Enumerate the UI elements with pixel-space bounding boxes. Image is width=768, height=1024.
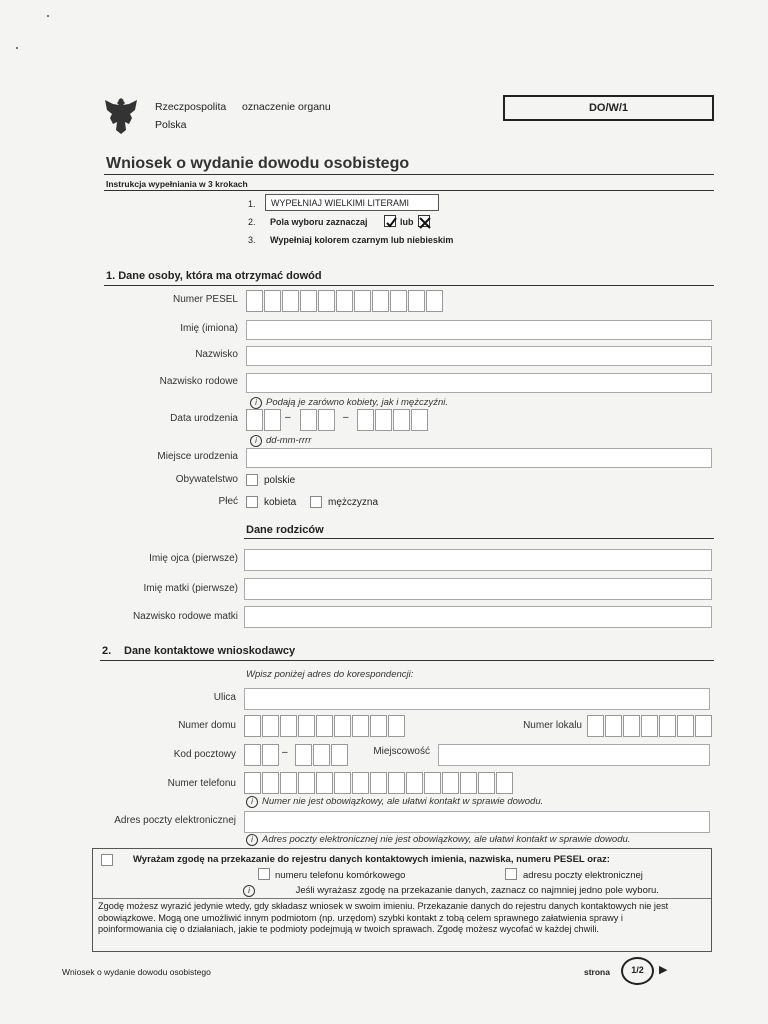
email-field[interactable] (244, 811, 710, 833)
birth-place-label: Miejsce urodzenia (157, 451, 238, 462)
family-name-hint (250, 397, 448, 409)
instructions-rule (104, 190, 714, 191)
next-page-icon[interactable]: ▶ (659, 964, 668, 976)
parents-heading: Dane rodziców (246, 524, 324, 536)
sex-female-label: kobieta (264, 497, 297, 508)
sex-female-checkbox[interactable] (246, 496, 258, 508)
birth-date-hint (250, 435, 311, 447)
page-label: strona (584, 967, 610, 977)
consent-phone-label: numeru telefonu komórkowego (275, 870, 406, 881)
scan-speck (47, 15, 49, 17)
citizenship-label: Obywatelstwo (175, 474, 238, 485)
cross-example-icon (418, 215, 430, 227)
email-hint (246, 834, 630, 846)
section2-title: Dane kontaktowe wnioskodawcy (124, 645, 296, 657)
step1-text: WYPEŁNIAJ WIELKIMI LITERAMI (271, 198, 410, 208)
birth-month-cells[interactable] (300, 409, 336, 431)
pesel-cells[interactable] (246, 290, 444, 312)
birth-year-cells[interactable] (357, 409, 429, 431)
form-code-box (503, 95, 714, 121)
section1-rule (104, 285, 714, 286)
birth-place-field[interactable] (246, 448, 712, 468)
phone-cells[interactable] (244, 772, 514, 794)
city-field[interactable] (438, 744, 710, 766)
phone-hint-text: Numer nie jest obowiązkowy, ale ułatwi kontakt w sprawie dowodu. (262, 796, 544, 807)
father-label: Imię ojca (pierwsze) (149, 553, 238, 564)
consent-hint-text: Jeśli wyrażasz zgodę na przekazanie danych, zaznacz co najmniej jedno pole wyboru. (295, 885, 659, 896)
father-field[interactable] (244, 549, 712, 571)
page-title: Wniosek o wydanie dowodu osobistego (106, 155, 410, 172)
first-name-field[interactable] (246, 320, 712, 340)
section1-title: 1. Dane osoby, która ma otrzymać dowód (106, 270, 322, 282)
flat-no-cells[interactable] (587, 715, 713, 737)
email-label: Adres poczty elektronicznej (114, 815, 236, 826)
surname-label: Nazwisko (195, 349, 238, 360)
consent-email-label: adresu poczty elektronicznej (523, 870, 643, 881)
family-name-field[interactable] (246, 373, 712, 393)
step1-number: 1. (248, 199, 256, 209)
info-icon: i (250, 435, 262, 447)
checkmark-example-icon (384, 215, 396, 227)
sex-male-label: mężczyzna (328, 497, 379, 508)
postal-cells-a[interactable] (244, 744, 280, 766)
country-name-line1: Rzeczpospolita (155, 101, 227, 113)
form-code: DO/W/1 (588, 102, 629, 114)
sex-male-checkbox[interactable] (310, 496, 322, 508)
birth-date-dash1: – (285, 412, 291, 423)
info-icon: i (246, 796, 258, 808)
step2-number: 2. (248, 217, 256, 227)
parents-rule (244, 538, 714, 539)
postal-dash: – (282, 747, 288, 758)
organ-label: oznaczenie organu (242, 101, 331, 113)
step3-number: 3. (248, 235, 256, 245)
mother-family-label: Nazwisko rodowe matki (132, 611, 238, 622)
birth-date-label: Data urodzenia (170, 413, 238, 424)
page-number-circle (621, 957, 654, 985)
postal-cells-b[interactable] (295, 744, 349, 766)
instructions-heading: Instrukcja wypełniania w 3 krokach (106, 179, 248, 189)
mother-field[interactable] (244, 578, 712, 600)
section2-number: 2. (102, 645, 112, 657)
mother-label: Imię matki (pierwsze) (143, 583, 238, 594)
address-hint: Wpisz poniżej adres do korespondencji: (246, 669, 414, 680)
pesel-label: Numer PESEL (172, 294, 238, 305)
first-name-label: Imię (imiona) (180, 323, 238, 334)
consent-heading: Wyrażam zgodę na przekazanie do rejestru danych kontaktowych imienia, nazwiska, numeru PESEL oraz: (133, 854, 610, 865)
title-rule (104, 174, 714, 175)
footer-title: Wniosek o wydanie dowodu osobistego (62, 967, 211, 977)
consent-hint-row (243, 885, 659, 897)
sex-label: Płeć (218, 496, 238, 507)
country-name-line2: Polska (155, 119, 187, 131)
city-label: Miejscowość (373, 746, 430, 757)
street-field[interactable] (244, 688, 710, 710)
phone-label: Numer telefonu (167, 778, 236, 789)
house-no-cells[interactable] (244, 715, 406, 737)
step2-or: lub (400, 217, 414, 227)
consent-checkbox[interactable] (101, 854, 113, 866)
consent-box (92, 848, 712, 952)
info-icon: i (243, 885, 255, 897)
info-icon: i (250, 397, 262, 409)
house-no-label: Numer domu (178, 720, 236, 731)
email-hint-text: Adres poczty elektronicznej nie jest obowiązkowy, ale ułatwi kontakt w sprawie dowodu. (262, 834, 631, 845)
birth-date-dash2: – (343, 412, 349, 423)
info-icon: i (246, 834, 258, 846)
flat-no-label: Numer lokalu (523, 720, 582, 731)
surname-field[interactable] (246, 346, 712, 366)
consent-phone-checkbox[interactable] (258, 868, 270, 880)
eagle-emblem-icon (102, 94, 140, 136)
phone-hint (246, 796, 543, 808)
birth-day-cells[interactable] (246, 409, 282, 431)
postal-label: Kod pocztowy (173, 749, 236, 760)
scan-speck (16, 47, 18, 49)
family-name-hint-text: Podają je zarówno kobiety, jak i mężczyźni. (266, 397, 448, 408)
consent-email-checkbox[interactable] (505, 868, 517, 880)
citizenship-option: polskie (264, 475, 296, 486)
birth-date-hint-text: dd-mm-rrrr (266, 435, 312, 446)
consent-divider (93, 898, 711, 899)
section2-rule (100, 660, 714, 661)
consent-text: Zgodę możesz wyrazić jedynie wtedy, gdy składasz wniosek w swoim imieniu. Przekazanie danych do rejestru danych kontaktowych nie jest obowiązkowe. Mogą one umożliwić innym podmiotom (np. urzędom) szybki kontakt z tobą celem sprawnego załatwienia sprawy i poinformowania cię o działaniach, jakie te podmioty podejmują w twoich sprawach. Zgodę możesz wycofać w każdej chwili. (98, 901, 669, 934)
citizenship-checkbox[interactable] (246, 474, 258, 486)
step1-box (265, 194, 439, 211)
family-name-label: Nazwisko rodowe (159, 376, 238, 387)
street-label: Ulica (213, 692, 236, 703)
mother-family-field[interactable] (244, 606, 712, 628)
step3-text: Wypełniaj kolorem czarnym lub niebieskim (270, 235, 454, 245)
page-number: 1/2 (631, 965, 644, 975)
step2-text: Pola wyboru zaznaczaj (270, 217, 368, 227)
